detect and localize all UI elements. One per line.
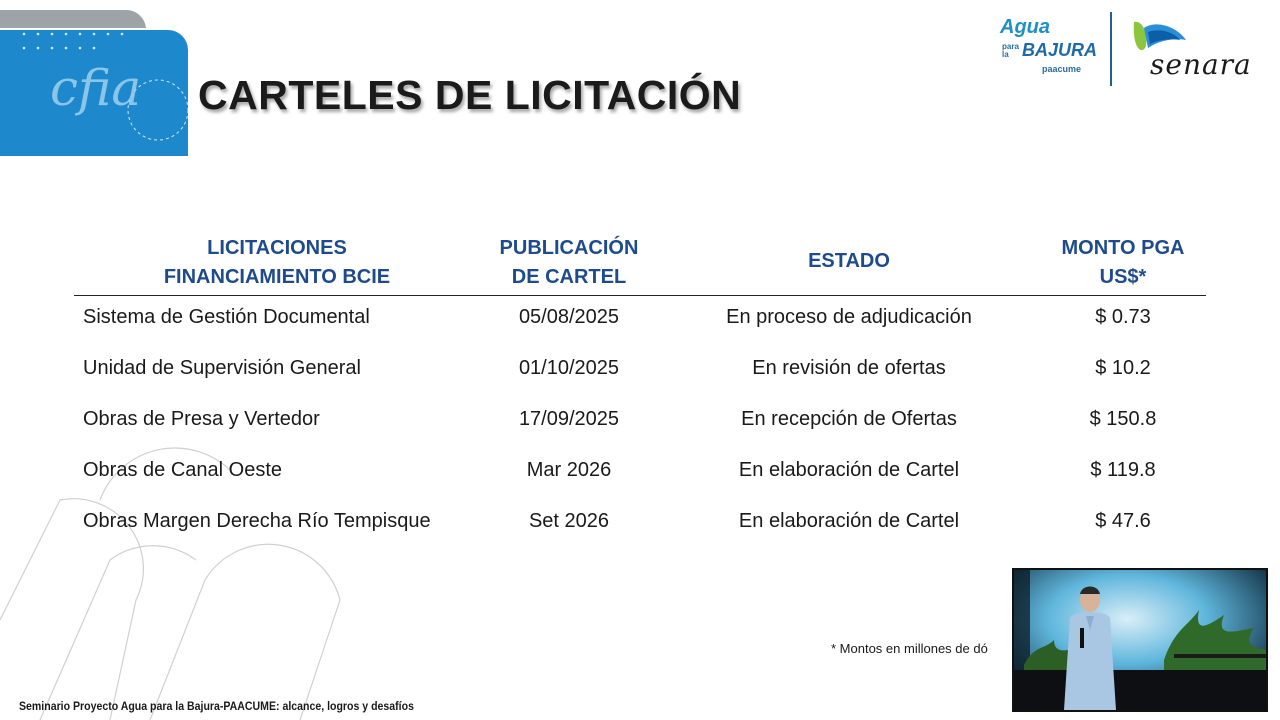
cell-estado: En elaboración de Cartel [738,459,960,481]
logo-divider [1110,12,1112,86]
svg-text:cfia: cfia [50,59,142,117]
speaker-video [1012,568,1268,712]
cell-estado: En revisión de ofertas [752,357,946,379]
cell-publicacion: 05/08/2025 [518,306,620,328]
cell-monto: $ 119.8 [1090,459,1156,481]
cell-licitacion: Sistema de Gestión Documental [83,306,370,328]
table-row [74,296,1206,347]
cell-monto: $ 47.6 [1095,510,1151,532]
header-licitaciones: LICITACIONES FINANCIAMIENTO BCIE [163,237,391,288]
speaker-scene-image [1014,570,1266,710]
cell-publicacion: Mar 2026 [526,459,612,481]
table-row [74,398,1206,449]
cfia-logo [0,10,188,156]
header-monto: MONTO PGA US$* [1061,237,1185,288]
cell-publicacion: Set 2026 [528,510,610,532]
table-row [74,449,1206,500]
agua-para-la-bajura-logo [998,16,1098,82]
senara-logo [1128,16,1268,84]
slide-title: CARTELES DE LICITACIÓN [198,72,742,118]
cell-licitacion: Unidad de Supervisión General [83,357,361,379]
senara-wordmark: senara [1150,48,1252,81]
cell-estado: En recepción de Ofertas [741,408,957,430]
agua-logo-line1: Agua [1000,16,1050,38]
header-estado: ESTADO [808,250,890,272]
cell-monto: $ 0.73 [1095,306,1151,328]
cell-monto: $ 150.8 [1089,408,1157,430]
licitaciones-table [74,230,1206,551]
cell-licitacion: Obras de Canal Oeste [83,459,282,481]
table-row [74,347,1206,398]
agua-logo-line2: BAJURA [1022,40,1098,60]
table-header [74,230,1206,296]
cell-estado: En elaboración de Cartel [738,510,960,532]
paacume-logo-text: paacume [1042,64,1082,74]
footer-caption: Seminario Proyecto Agua para la Bajura-PAACUME: alcance, logros y desafíos [19,699,414,713]
table-row [74,500,1206,551]
header-publicacion: PUBLICACIÓN DE CARTEL [499,237,639,288]
agua-logo-small: para la [1002,42,1019,59]
cell-publicacion: 17/09/2025 [518,408,620,430]
footnote: * Montos en millones de dó [831,641,988,656]
cell-monto: $ 10.2 [1095,357,1151,379]
cell-publicacion: 01/10/2025 [518,357,620,379]
cell-licitacion: Obras Margen Derecha Río Tempisque [83,510,431,532]
cell-estado: En proceso de adjudicación [726,306,972,328]
cell-licitacion: Obras de Presa y Vertedor [83,408,320,430]
